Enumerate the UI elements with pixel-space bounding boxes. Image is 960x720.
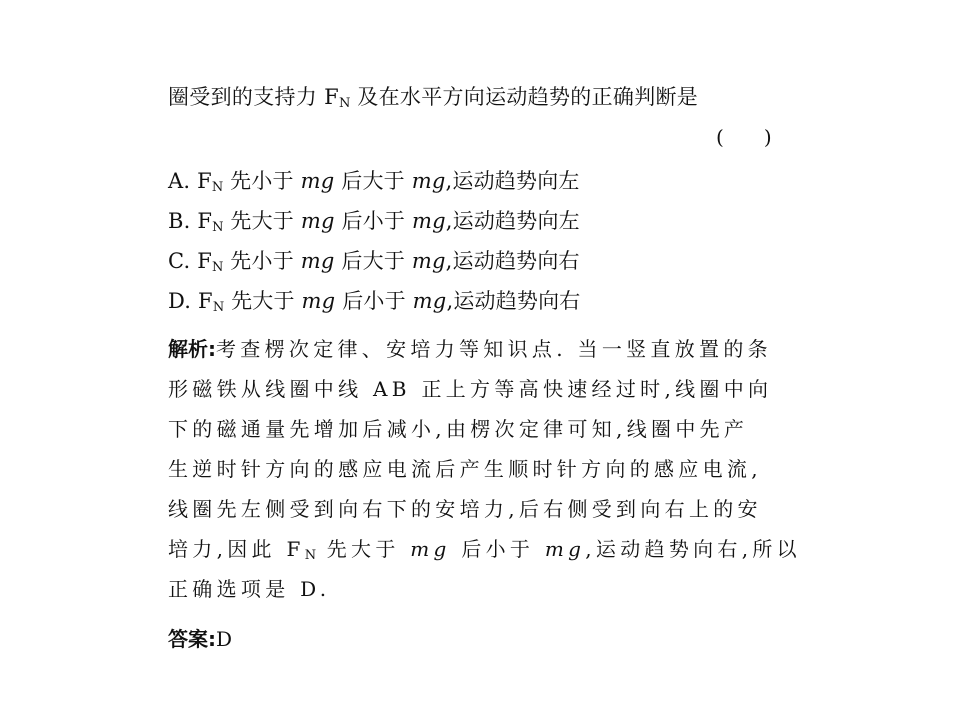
answer-label: 答案 [168, 627, 208, 651]
option-text: ,运动趋势向左 [445, 209, 580, 233]
analysis-text: 考查楞次定律、安培力等知识点. 当一竖直放置的条 [216, 337, 772, 361]
option-label: B. F [168, 209, 213, 233]
math-mg: mg [412, 289, 447, 313]
option-text: 先小于 [223, 249, 301, 273]
option-label: C. F [168, 249, 213, 273]
option-text: ,运动趋势向左 [445, 169, 580, 193]
option-subscript: N [212, 260, 224, 275]
analysis-subscript: N [304, 548, 317, 563]
option-d [168, 286, 581, 316]
analysis-text: 正确选项是 D. [168, 577, 331, 601]
analysis-line-6 [168, 534, 801, 564]
analysis-label: 解析 [168, 337, 208, 361]
math-mg: mg [412, 209, 446, 233]
option-text: 后小于 [334, 209, 413, 233]
option-label: A. F [168, 169, 212, 193]
math-mg: mg [544, 537, 586, 561]
analysis-text: 先大于 [316, 537, 411, 561]
option-c [168, 246, 580, 276]
analysis-line-7 [168, 574, 330, 604]
option-text: 先小于 [223, 169, 301, 193]
option-subscript: N [211, 180, 224, 195]
option-subscript: N [212, 220, 224, 235]
analysis-text: 生逆时针方向的感应电流后产生顺时针方向的感应电流, [168, 457, 762, 481]
analysis-text: 培力,因此 F [168, 537, 305, 561]
answer-value: D [216, 627, 233, 651]
math-mg: mg [300, 169, 335, 193]
question-stem [168, 82, 698, 112]
answer-line [168, 624, 232, 654]
analysis-line-3 [168, 414, 748, 444]
option-text: 后小于 [335, 289, 413, 313]
math-mg: mg [410, 537, 451, 561]
bracket-close: ) [763, 125, 772, 149]
analysis-line-4 [168, 454, 762, 484]
analysis-text: 后小于 [450, 537, 545, 561]
option-label: D. F [168, 289, 213, 313]
bracket-open: ( [716, 125, 724, 149]
math-mg: mg [301, 289, 336, 313]
analysis-text: ,运动趋势向右,所以 [585, 537, 801, 561]
option-text: 后大于 [334, 169, 412, 193]
math-mg: mg [411, 169, 446, 193]
option-text: 先大于 [223, 209, 301, 233]
analysis-colon: : [208, 337, 216, 361]
option-text: ,运动趋势向右 [445, 249, 580, 273]
option-text: ,运动趋势向右 [446, 289, 581, 313]
option-text: 先大于 [224, 289, 302, 313]
analysis-line-5 [168, 494, 762, 524]
stem-text-before: 圈受到的支持力 F [168, 85, 339, 109]
option-subscript: N [212, 300, 225, 315]
analysis-line-1 [168, 334, 772, 364]
stem-text-after: 及在水平方向运动趋势的正确判断是 [350, 85, 699, 109]
answer-bracket [716, 122, 772, 152]
math-mg: mg [411, 249, 446, 273]
analysis-line-2 [168, 374, 772, 404]
analysis-text: 下的磁通量先增加后减小,由楞次定律可知,线圈中先产 [168, 417, 749, 441]
answer-colon: : [208, 627, 216, 651]
math-mg: mg [300, 249, 335, 273]
option-text: 后大于 [334, 249, 412, 273]
option-b [168, 206, 580, 236]
analysis-text: 线圈先左侧受到向右下的安培力,后右侧受到向右上的安 [168, 497, 762, 521]
analysis-text: 形磁铁从线圈中线 AB 正上方等高快速经过时,线圈中向 [168, 377, 773, 401]
math-mg: mg [300, 209, 335, 233]
option-a [168, 166, 580, 196]
stem-subscript: N [338, 96, 351, 111]
